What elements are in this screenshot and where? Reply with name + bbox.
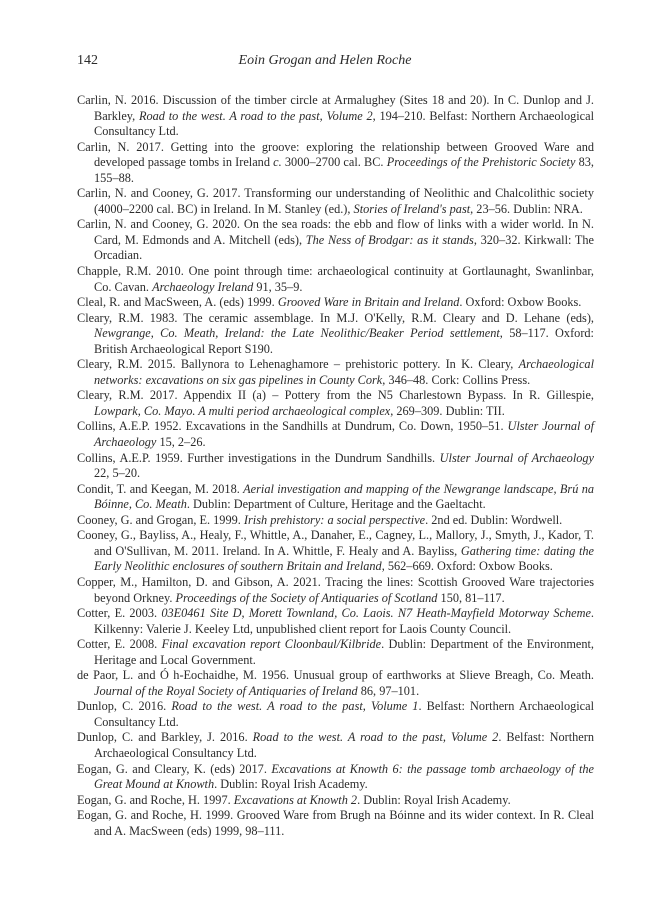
reference-title: Irish prehistory: a social perspective [243,512,426,527]
reference-text: . Dublin: Royal Irish Academy. [357,792,511,807]
reference-title: c. [273,155,282,170]
reference-title: Newgrange, Co. Meath, Ireland: the Late Neolithic/Beaker Period settlement [94,326,500,341]
reference-title: The Ness of Brodgar: as it stands [305,232,474,247]
reference-text: Copper, M., Hamilton, D. and Gibson, A. 2021. Tracing the lines: Scottish Grooved Ware trajectories beyond Orkney. [77,574,594,605]
reference-entry [77,808,594,839]
reference-entry [77,451,594,482]
reference-title: Grooved Ware in Britain and Ireland [277,295,460,310]
reference-entry [77,637,594,668]
reference-title: Road to the west. A road to the past, Volume 2 [252,730,499,745]
reference-text: , 194–210. Belfast: Northern Archaeological Consultancy Ltd. [94,108,594,139]
reference-title: Road to the west. A road to the past, Volume 2 [138,108,373,123]
reference-text: Carlin, N. and Cooney, G. 2020. On the sea roads: the ebb and flow of links with a wider world. In N. Card, M. Edmonds and A. Mitchell (eds), [77,217,594,247]
reference-entry [77,140,594,187]
reference-text: , 58–117. Oxford: British Archaeological Report S190. [94,326,594,356]
reference-text: Eogan, G. and Cleary, K. (eds) 2017. [77,761,272,776]
reference-entry [77,730,594,761]
reference-entry [77,186,594,217]
reference-entry [77,668,594,699]
reference-text: . Belfast: Northern Archaeological Consultancy Ltd. [94,699,594,729]
reference-text: , 320–32. Kirkwall: The Orcadian. [94,232,595,263]
reference-text: 83, 155–88. [94,155,594,185]
reference-entry [77,93,594,140]
reference-title: Excavations at Knowth 6: the passage tomb archaeology of the Great Mound at Knowth [94,761,594,792]
reference-text: Chapple, R.M. 2010. One point through time: archaeological continuity at Gortlaunaght, Swanlinbar, Co. Cavan. [77,264,594,294]
reference-text: 86, 97–101. [357,683,420,698]
reference-entry [77,575,594,606]
running-head: Eoin Grogan and Helen Roche [238,53,412,68]
reference-text: Cleal, R. and MacSween, A. (eds) 1999. [77,295,278,310]
reference-text: Cotter, E. 2003. [77,606,162,621]
reference-text: , 23–56. Dublin: NRA. [470,201,583,216]
reference-text: Cleary, R.M. 2017. Appendix II (a) – Pottery from the N5 Charlestown Bypass. In R. Gillespie, [77,388,594,403]
reference-entry [77,762,594,793]
reference-title: Ulster Journal of Archaeology [439,450,594,465]
reference-text: Cooney, G., Bayliss, A., Healy, F., Whittle, A., Danaher, E., Cagney, L., Mallory, J., Smyth, J., Kador, T. and O'Sullivan, M. 2011. Ireland. In A. Whittle, F. Healy and A. Bayliss, [77,528,594,558]
reference-text: Collins, A.E.P. 1952. Excavations in the Sandhills at Dundrum, Co. Down, 1950–51. [77,419,508,434]
reference-text: Collins, A.E.P. 1959. Further investigations in the Dundrum Sandhills. [77,450,440,465]
reference-text: Cooney, G. and Grogan, E. 1999. [77,512,244,527]
reference-text: . 2nd ed. Dublin: Wordwell. [425,512,563,527]
reference-text: Eogan, G. and Roche, H. 1999. Grooved Ware from Brugh na Bóinne and its wider context. In R. Cleal and A. MacSween (eds) 1999, 98–111. [77,808,594,838]
reference-title: Lowpark, Co. Mayo. A multi period archaeological complex [94,403,391,418]
reference-text: Carlin, N. and Cooney, G. 2017. Transforming our understanding of Neolithic and Chalcolithic society (4000–2200 cal. BC) in Ireland. In M. Stanley (ed.), [77,186,594,216]
reference-entry [77,264,594,295]
reference-title: Final excavation report Cloonbaul/Kilbride [161,637,382,652]
reference-text: 91, 35–9. [253,279,303,294]
reference-title: Archaeology Ireland [152,279,254,294]
reference-text: , 562–669. Oxford: Oxbow Books. [381,559,553,574]
reference-entry [77,793,594,809]
reference-entry [77,528,594,575]
reference-entry [77,217,594,264]
reference-text: 15, 2–26. [156,435,206,450]
reference-text: . Dublin: Department of the Environment, Heritage and Local Government. [94,637,595,667]
reference-title: Ulster Journal of Archaeology [94,419,594,450]
reference-text: Eogan, G. and Roche, H. 1997. [77,792,234,807]
reference-entry [77,295,594,311]
reference-title: Road to the west. A road to the past, Volume 1 [171,699,419,714]
reference-text: 22, 5–20. [94,466,141,481]
reference-title: Aerial investigation and mapping of the Newgrange landscape, Brú na Bóinne, Co. Meath [94,481,594,512]
reference-list [77,93,594,839]
reference-title: Excavations at Knowth 2 [233,792,358,807]
reference-text: . Belfast: Northern Archaeological Consultancy Ltd. [94,730,594,760]
reference-entry [77,606,594,637]
reference-text: Cleary, R.M. 2015. Ballynora to Lehenaghamore – prehistoric pottery. In K. Cleary, [77,357,519,372]
reference-entry [77,311,594,358]
reference-text: , 346–48. Cork: Collins Press. [382,372,531,387]
reference-entry [77,357,594,388]
reference-text: Cleary, R.M. 1983. The ceramic assemblage. In M.J. O'Kelly, R.M. Cleary and D. Lehane (eds), [77,310,594,325]
reference-title: Proceedings of the Society of Antiquaries of Scotland [175,590,438,605]
reference-text: Carlin, N. 2016. Discussion of the timber circle at Armalughey (Sites 18 and 20). In C. Dunlop and J. Barkley, [77,93,594,123]
reference-title: Stories of Ireland's past [353,201,471,216]
reference-text: de Paor, L. and Ó h-Eochaidhe, M. 1956. Unusual group of earthworks at Slieve Breagh, Co. Meath. [77,668,594,683]
reference-text: . Kilkenny: Valerie J. Keeley Ltd, unpublished client report for Laois County Council. [94,606,594,636]
reference-text: Carlin, N. 2017. Getting into the groove: exploring the relationship between Grooved Ware and developed passage tombs in Ireland [77,139,594,170]
reference-text: . Dublin: Department of Culture, Heritage and the Gaeltacht. [186,497,486,512]
reference-title: Gathering time: dating the Early Neolithic enclosures of southern Britain and Ireland [94,543,594,574]
reference-text: 150, 81–117. [437,590,505,605]
reference-entry [77,513,594,529]
reference-text: 3000–2700 cal. BC. [281,155,387,170]
reference-text: Dunlop, C. 2016. [77,699,172,714]
reference-text: . Dublin: Royal Irish Academy. [214,777,368,792]
reference-entry [77,388,594,419]
reference-title: Proceedings of the Prehistoric Society [386,155,576,170]
reference-text: . Oxford: Oxbow Books. [459,295,582,310]
page-number: 142 [77,53,98,68]
reference-text: Dunlop, C. and Barkley, J. 2016. [77,730,253,745]
reference-text: Cotter, E. 2008. [77,637,162,652]
reference-entry [77,699,594,730]
reference-entry [77,482,594,513]
reference-text: Condit, T. and Keegan, M. 2018. [77,481,244,496]
reference-entry [77,419,594,450]
reference-title: Journal of the Royal Society of Antiquaries of Ireland [94,683,358,698]
reference-text: , 269–309. Dublin: TII. [390,403,505,418]
reference-title: 03E0461 Site D, Morett Townland, Co. Laois. N7 Heath-Mayfield Motorway Scheme [161,606,591,621]
reference-title: Archaeological networks: excavations on six gas pipelines in County Cork [94,357,594,387]
